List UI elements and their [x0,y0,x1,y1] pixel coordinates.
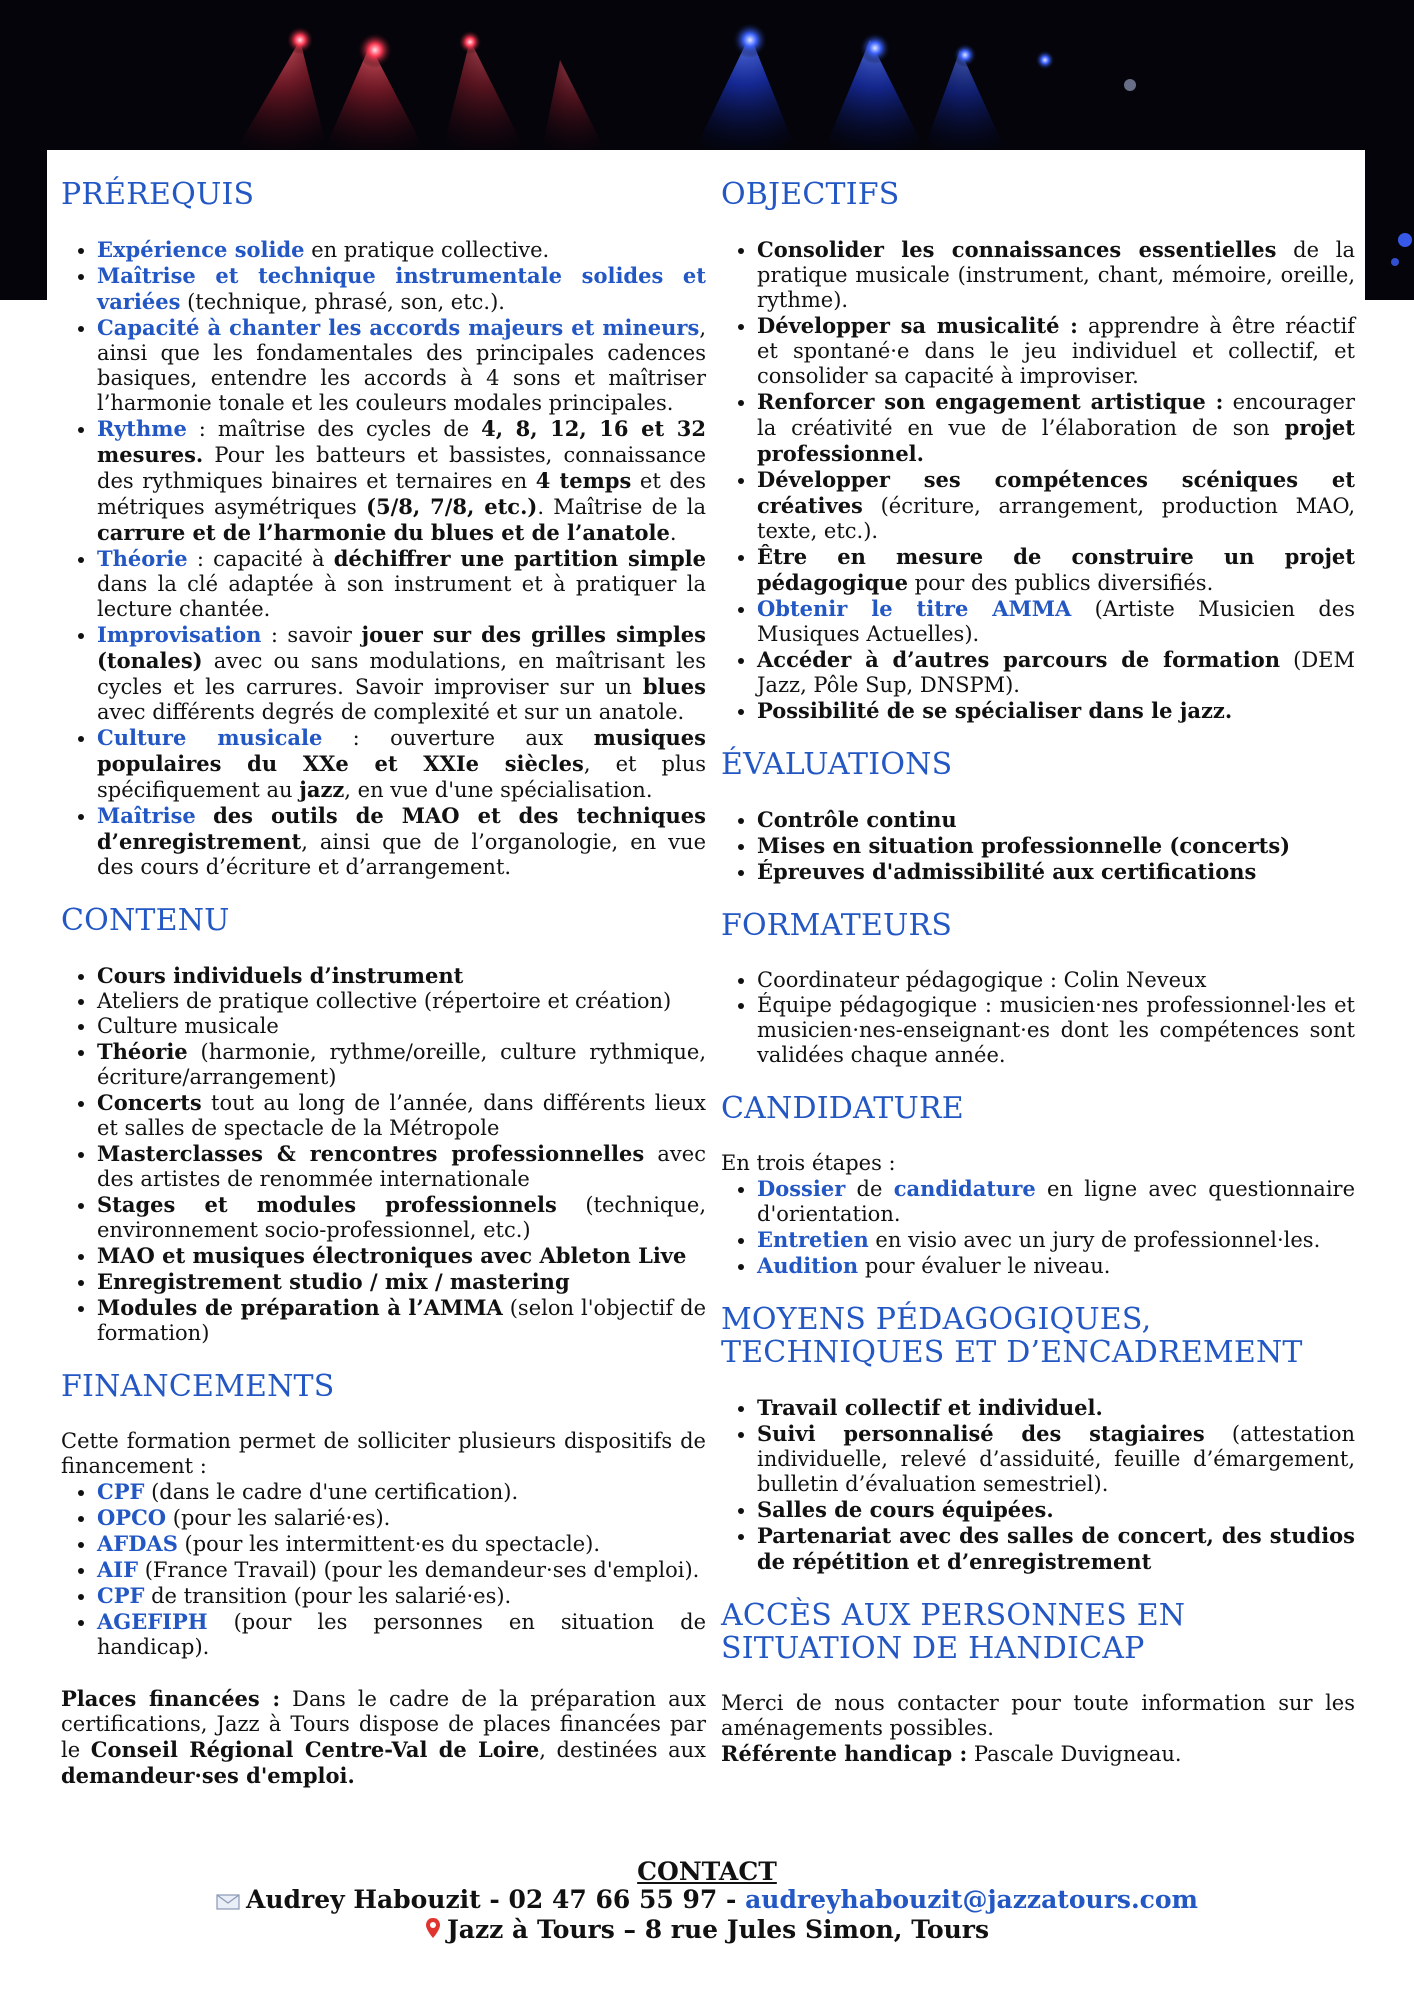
text-run: (selon l'objectif de formation) [97,1296,706,1345]
list-item [97,546,706,622]
contact-title: CONTACT [637,1857,777,1886]
list-item [97,1557,706,1583]
section-prerequis [61,178,706,880]
text-run: (DEM Jazz, Pôle Sup, DNSPM). [757,648,1355,697]
section-note [61,1686,706,1789]
envelope-icon [216,1888,240,1916]
list-item [757,1395,1355,1421]
list-item [97,1269,706,1295]
list-item [757,833,1355,859]
section-title: PRÉREQUIS [61,177,255,212]
emphasis-run: musiques populaires du XXe et XXIe siècles [97,725,706,776]
emphasis-run: Référente handicap : [721,1741,968,1766]
section-objectifs [721,178,1355,724]
text-run: , en vue d'une spécialisation. [344,778,653,802]
section-intro [721,1691,1355,1741]
emphasis-run: Capacité à chanter les accords majeurs et mineurs [97,315,700,340]
list-item [757,1421,1355,1497]
section-title: ÉVALUATIONS [721,747,953,782]
left-column [61,178,706,1813]
emphasis-run: Enregistrement studio / mix / mastering [97,1269,570,1294]
emphasis-run: Culture musicale [97,725,323,750]
emphasis-run: Maîtrise et technique instrumentale solides et variées [97,263,706,314]
emphasis-run: Suivi personnalisé des stagiaires [757,1421,1205,1446]
section-title: FORMATEURS [721,908,953,943]
section-title: FINANCEMENTS [61,1369,335,1404]
list-item [757,596,1355,647]
list-item [97,803,706,880]
text-run: (pour les personnes en situation de handicap). [97,1610,706,1659]
text-run: (pour les salarié·es). [166,1506,391,1530]
emphasis-run: Accéder à d’autres parcours de formation [757,647,1280,672]
contact-address-line [0,1916,1414,1946]
pin-icon [425,1917,441,1945]
emphasis-run: AFDAS [97,1531,178,1556]
list-item [97,1039,706,1090]
text-run: Merci de nous contacter pour toute information sur les aménagements possibles. [721,1691,1355,1740]
text-run: (écriture, arrangement, production MAO, texte, etc.). [757,494,1355,543]
emphasis-run: 4, 8, 12, 16 et 32 mesures. [97,416,706,467]
list-item [757,1176,1355,1227]
list-item [97,1014,706,1039]
section-title: MOYENS PÉDAGOGIQUES, TECHNIQUES ET D’ENCADREMENT [721,1302,1303,1370]
emphasis-run: Possibilité de se spécialiser dans le jazz. [757,698,1233,723]
emphasis-run: Obtenir le titre AMMA [757,596,1072,621]
emphasis-run: Travail collectif et individuel. [757,1395,1103,1420]
list-item [757,1523,1355,1575]
text-run: . [669,521,677,545]
text-run: encourager la créativité en vue de l’élaboration de son [757,390,1355,440]
emphasis-run: Expérience solide [97,237,305,262]
emphasis-run: jazz [299,777,345,802]
emphasis-run: CPF [97,1479,145,1504]
text-run: avec ou sans modulations, en maîtrisant les cycles et les carrures. Savoir improviser sur un [97,649,706,699]
section-title: ACCÈS AUX PERSONNES EN SITUATION DE HANDICAP [721,1598,1186,1666]
text-run: en pratique collective. [304,238,550,262]
contact-block [0,1858,1414,1945]
section-title: OBJECTIFS [721,177,900,212]
list-item [97,1609,706,1660]
text-run: , ainsi que de l’organologie, en vue des cours d’écriture et d’arrangement. [97,830,706,879]
list-item [757,698,1355,724]
text-run: et des métriques asymétriques [97,469,706,519]
list-item [97,1479,706,1505]
emphasis-run: (5/8, 7/8, etc.) [366,494,538,519]
text-run: dans la clé adaptée à son instrument et à pratiquer la lecture chantée. [97,572,706,621]
contact-person: Audrey Habouzit - 02 47 66 55 97 - [245,1885,746,1914]
emphasis-run: Développer sa musicalité : [757,313,1078,338]
text-run: pour évaluer le niveau. [858,1254,1111,1278]
right-column [721,178,1355,1791]
list-item [97,416,706,546]
list-item [97,1531,706,1557]
list-item [97,315,706,416]
text-run: : capacité à [187,547,334,571]
list-item [97,1583,706,1609]
list-item [757,647,1355,698]
emphasis-run: 4 temps [535,468,632,493]
list-item [97,622,706,725]
text-run: pour des publics diversifiés. [908,571,1214,595]
section-title: CONTENU [61,903,230,938]
text-run: de [845,1177,894,1201]
list-item [757,389,1355,467]
emphasis-run: Développer ses compétences scéniques et créatives [757,467,1355,518]
list-item [757,993,1355,1068]
text-run: (technique, environnement socio-professionnel, etc.) [97,1193,706,1242]
emphasis-run: candidature [893,1176,1036,1201]
text-run: (pour les intermittent·es du spectacle). [177,1532,601,1556]
text-run [196,804,213,828]
list-item [97,1295,706,1346]
list-item [757,467,1355,544]
emphasis-run: Conseil Régional Centre-Val de Loire [90,1737,540,1762]
list-item [97,1505,706,1531]
list-item [757,807,1355,833]
emphasis-run: Entretien [757,1227,869,1252]
emphasis-run: Contrôle continu [757,807,957,832]
section-intro [61,1429,706,1479]
text-run: Équipe pédagogique : musicien·nes professionnel·les et musicien·nes-enseignant·es dont les compétences sont validées chaque année. [757,993,1355,1067]
text-run: de la pratique musicale (instrument, chant, mémoire, oreille, rythme). [757,238,1355,312]
text-run: avec différents degrés de complexité et sur un anatole. [97,700,685,724]
emphasis-run: Être en mesure de construire un projet pédagogique [757,544,1355,595]
text-run: en visio avec un jury de professionnel·les. [868,1228,1321,1252]
list-item [97,1141,706,1192]
contact-person-line [0,1886,1414,1916]
list-item [757,237,1355,313]
list-item [757,968,1355,993]
list-item [97,237,706,263]
emphasis-run: carrure et de l’harmonie du blues et de l’anatole [97,520,670,545]
text-run: Coordinateur pédagogique : Colin Neveux [757,968,1207,992]
text-run: . Maîtrise de la [537,495,706,519]
bullet-list [721,968,1355,1068]
text-run: En trois étapes : [721,1151,896,1175]
bullet-list [61,1479,706,1660]
emphasis-run: Modules de préparation à l’AMMA [97,1295,503,1320]
emphasis-run: Rythme [97,416,187,441]
text-run: (harmonie, rythme/oreille, culture rythmique, écriture/arrangement) [97,1040,706,1089]
bullet-list [61,963,706,1346]
text-run: Pour les batteurs et bassistes, connaissance des rythmiques binaires et ternaires en [97,443,706,493]
emphasis-run: demandeur·ses d'emploi. [61,1763,355,1788]
section-contenu [61,904,706,1346]
emphasis-run: jouer sur des grilles simples (tonales) [97,622,706,673]
emphasis-run: CPF [97,1583,145,1608]
list-item [757,544,1355,596]
emphasis-run: blues [642,674,706,699]
text-run: Culture musicale [97,1014,279,1038]
emphasis-run: Cours individuels d’instrument [97,963,464,988]
emphasis-run: Consolider les connaissances essentielles [757,237,1277,262]
text-run: (Artiste Musicien des Musiques Actuelles). [757,597,1355,646]
emphasis-run: AIF [97,1557,139,1582]
section-moyens-pedagogiques-techniques [721,1303,1355,1575]
contact-email-link[interactable]: audreyhabouzit@jazzatours.com [745,1885,1199,1914]
text-run: (technique, phrasé, son, etc.). [180,290,505,314]
section-intro [721,1151,1355,1176]
list-item [757,1497,1355,1523]
emphasis-run: Partenariat avec des salles de concert, des studios de répétition et d’enregistrement [757,1523,1355,1574]
section-title: CANDIDATURE [721,1091,964,1126]
section-evaluations [721,748,1355,885]
document-sheet [47,150,1365,2000]
emphasis-run: projet professionnel. [757,415,1355,466]
emphasis-run: Épreuves d'admissibilité aux certifications [757,859,1257,884]
emphasis-run: déchiffrer une partition simple [333,546,706,571]
list-item [97,725,706,803]
section-financements [61,1370,706,1789]
text-run: en ligne avec questionnaire d'orientation. [757,1177,1355,1226]
emphasis-run: Improvisation [97,622,262,647]
list-item [757,1253,1355,1279]
list-item [97,1192,706,1243]
emphasis-run: Concerts [97,1090,202,1115]
emphasis-run: Théorie [97,546,188,571]
emphasis-run: Salles de cours équipées. [757,1497,1054,1522]
list-item [97,989,706,1014]
emphasis-run: Théorie [97,1039,188,1064]
text-run: : savoir [261,623,362,647]
contact-address: Jazz à Tours – 8 rue Jules Simon, Tours [446,1914,990,1944]
list-item [97,963,706,989]
text-run: , destinées aux [539,1738,707,1762]
text-run: Ateliers de pratique collective (répertoire et création) [97,989,672,1013]
text-run: Dans le cadre de la préparation aux certifications, Jazz à Tours dispose de places financées par le [61,1687,706,1762]
bullet-list [721,237,1355,724]
list-item [757,1227,1355,1253]
text-run: Pascale Duvigneau. [967,1742,1182,1766]
emphasis-run: AGEFIPH [97,1609,208,1634]
text-run: (dans le cadre d'une certification). [144,1480,519,1504]
emphasis-run: MAO et musiques électroniques avec Ableton Live [97,1243,687,1268]
emphasis-run: Stages et modules professionnels [97,1192,557,1217]
emphasis-run: Maîtrise [97,803,196,828]
list-item [97,263,706,315]
text-run: Cette formation permet de solliciter plusieurs dispositifs de financement : [61,1429,706,1478]
text-run: , et plus spécifiquement au [97,752,706,802]
text-run: : maîtrise des cycles de [186,417,482,441]
section-candidature [721,1092,1355,1279]
section-note [721,1741,1355,1767]
bullet-list [721,1176,1355,1279]
text-run: (attestation individuelle, relevé d’assiduité, feuille d’émargement, bulletin d’évaluation semestriel). [757,1422,1355,1496]
emphasis-run: Audition [757,1253,859,1278]
text-run: (France Travail) (pour les demandeur·ses d'emploi). [138,1558,700,1582]
list-item [97,1243,706,1269]
text-run: : ouverture aux [322,726,594,750]
emphasis-run: OPCO [97,1505,167,1530]
section-acces-aux-personnes [721,1599,1355,1767]
emphasis-run: des outils de MAO et des techniques d’enregistrement [97,803,706,854]
bullet-list [721,1395,1355,1575]
list-item [757,313,1355,389]
emphasis-run: Places financées : [61,1686,281,1711]
list-item [757,859,1355,885]
list-item [97,1090,706,1141]
emphasis-run: Mises en situation professionnelle (concerts) [757,833,1291,858]
text-run: avec des artistes de renommée internationale [97,1142,706,1191]
bullet-list [721,807,1355,885]
text-run: tout au long de l’année, dans différents lieux et salles de spectacle de la Métropole [97,1091,706,1140]
section-formateurs [721,909,1355,1068]
bullet-list [61,237,706,880]
emphasis-run: Masterclasses & rencontres professionnelles [97,1141,645,1166]
emphasis-run: Renforcer son engagement artistique : [757,389,1224,414]
text-run: de transition (pour les salarié·es). [144,1584,512,1608]
emphasis-run: Dossier [757,1176,846,1201]
text-run: , ainsi que les fondamentales des principales cadences basiques, entendre les accords à 4 sons et maîtriser l’harmonie tonale et les couleurs modales principales. [97,316,706,415]
text-run: apprendre à être réactif et spontané·e dans le jeu individuel et collectif, et consolider sa capacité à improviser. [757,314,1355,388]
